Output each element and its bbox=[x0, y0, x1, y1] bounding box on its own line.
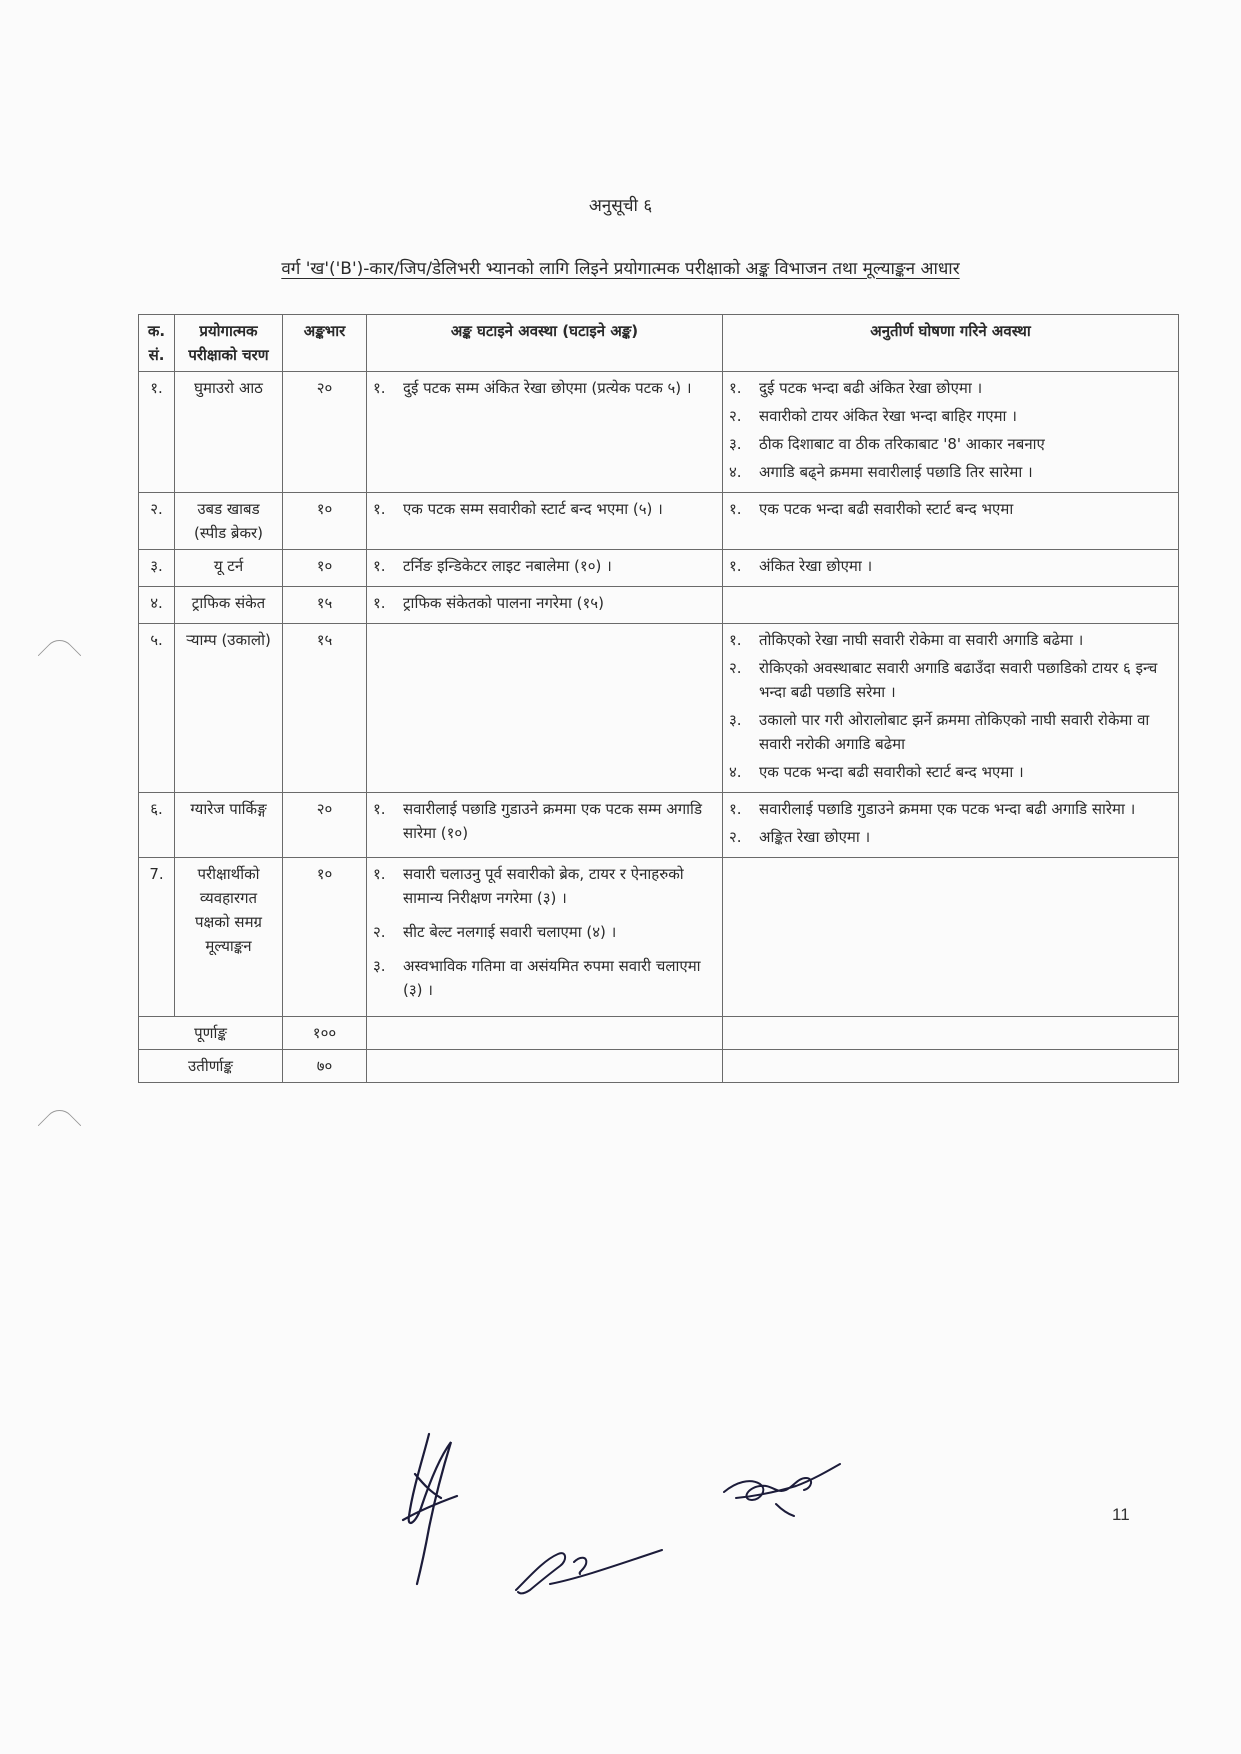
row-fail-conditions bbox=[723, 858, 1179, 1017]
item-text: रोकिएको अवस्थाबाट सवारी अगाडि बढाउँदा सवारी पछाडिको टायर ६ इन्च भन्दा बढी पछाडि सरेमा । bbox=[759, 659, 1158, 701]
row-fail-conditions-list bbox=[729, 376, 1172, 484]
row-fail-conditions bbox=[723, 793, 1179, 858]
list-item bbox=[373, 376, 716, 400]
evaluation-table bbox=[138, 314, 1179, 1083]
item-text: सवारी चलाउनु पूर्व सवारीको ब्रेक, टायर र ऐनाहरुको सामान्य निरीक्षण नगरेमा (३) । bbox=[403, 865, 684, 907]
item-number: २. bbox=[729, 659, 742, 677]
list-item bbox=[729, 708, 1172, 756]
item-text: ठीक दिशाबाट वा ठीक तरिकाबाट '8' आकार नबनाए bbox=[759, 435, 1045, 453]
table-body bbox=[139, 372, 1179, 1017]
row-fail-conditions-list bbox=[729, 554, 1172, 578]
item-text: ट्राफिक संकेतको पालना नगरेमा (१५) bbox=[403, 594, 604, 612]
item-number: १. bbox=[373, 500, 386, 518]
list-item bbox=[729, 460, 1172, 484]
item-number: १. bbox=[373, 379, 386, 397]
row-stage: ट्राफिक संकेत bbox=[175, 587, 283, 624]
page-heading: अनुसूची ६ bbox=[588, 196, 653, 216]
row-deductions bbox=[367, 372, 723, 493]
item-text: दुई पटक सम्म अंकित रेखा छोएमा (प्रत्येक पटक ५) । bbox=[403, 379, 692, 397]
row-deductions-list bbox=[373, 862, 716, 1002]
item-text: सवारीलाई पछाडि गुडाउने क्रममा एक पटक सम्म अगाडि सारेमा (१०) bbox=[403, 800, 702, 842]
item-text: एक पटक भन्दा बढी सवारीको स्टार्ट बन्द भएमा । bbox=[759, 763, 1024, 781]
item-number: २. bbox=[729, 828, 742, 846]
item-number: २. bbox=[373, 923, 386, 941]
item-number: १. bbox=[373, 594, 386, 612]
signature-2 bbox=[510, 1520, 670, 1600]
row-serial: ३. bbox=[139, 550, 175, 587]
item-text: अगाडि बढ्ने क्रममा सवारीलाई पछाडि तिर सारेमा । bbox=[759, 463, 1033, 481]
pass-empty-cell bbox=[367, 1050, 723, 1083]
table-row bbox=[139, 587, 1179, 624]
list-item bbox=[729, 797, 1172, 821]
list-item bbox=[729, 404, 1172, 428]
item-number: १. bbox=[373, 557, 386, 575]
total-row bbox=[139, 1017, 1179, 1050]
row-deductions-list bbox=[373, 797, 716, 845]
row-weight: २० bbox=[283, 793, 367, 858]
row-weight: १० bbox=[283, 493, 367, 550]
item-number: १. bbox=[729, 500, 742, 518]
item-number: १. bbox=[729, 631, 742, 649]
page-subtitle: वर्ग 'ख'('B')-कार/जिप/डेलिभरी भ्यानको लागि लिइने प्रयोगात्मक परीक्षाको अङ्क विभाजन तथा मूल्याङ्कन आधार bbox=[281, 259, 960, 279]
pass-empty-cell bbox=[723, 1050, 1179, 1083]
row-stage: यू टर्न bbox=[175, 550, 283, 587]
row-deductions bbox=[367, 624, 723, 793]
row-fail-conditions bbox=[723, 372, 1179, 493]
list-item bbox=[729, 554, 1172, 578]
header-stage: प्रयोगात्मक परीक्षाको चरण bbox=[175, 315, 283, 372]
row-fail-conditions-list bbox=[729, 628, 1172, 784]
total-empty-cell bbox=[367, 1017, 723, 1050]
row-serial: २. bbox=[139, 493, 175, 550]
item-number: ४. bbox=[729, 463, 742, 481]
table-row bbox=[139, 372, 1179, 493]
row-stage: उबड खाबड (स्पीड ब्रेकर) bbox=[175, 493, 283, 550]
list-item bbox=[729, 656, 1172, 704]
row-weight: २० bbox=[283, 372, 367, 493]
item-number: ३. bbox=[729, 435, 742, 453]
total-value: १०० bbox=[283, 1017, 367, 1050]
item-text: अंकित रेखा छोएमा । bbox=[759, 557, 873, 575]
item-text: अस्वभाविक गतिमा वा असंयमित रुपमा सवारी चलाएमा (३) । bbox=[403, 957, 701, 999]
item-number: ४. bbox=[729, 763, 742, 781]
row-deductions-list bbox=[373, 591, 716, 615]
item-number: १. bbox=[373, 865, 386, 883]
list-item bbox=[373, 797, 716, 845]
item-number: १. bbox=[729, 800, 742, 818]
row-stage: ग्यारेज पार्किङ्ग bbox=[175, 793, 283, 858]
list-item bbox=[729, 376, 1172, 400]
list-item bbox=[729, 497, 1172, 521]
item-text: सवारीको टायर अंकित रेखा भन्दा बाहिर गएमा । bbox=[759, 407, 1017, 425]
table-header-row bbox=[139, 315, 1179, 372]
item-number: ३. bbox=[373, 957, 386, 975]
row-stage: घुमाउरो आठ bbox=[175, 372, 283, 493]
list-item bbox=[373, 591, 716, 615]
signature-1 bbox=[395, 1428, 465, 1588]
row-weight: १५ bbox=[283, 587, 367, 624]
row-fail-conditions-list bbox=[729, 497, 1172, 521]
row-serial: ४. bbox=[139, 587, 175, 624]
row-deductions bbox=[367, 493, 723, 550]
list-item bbox=[729, 825, 1172, 849]
item-number: २. bbox=[729, 407, 742, 425]
pass-value: ७० bbox=[283, 1050, 367, 1083]
header-deduction: अङ्क घटाइने अवस्था (घटाइने अङ्क) bbox=[367, 315, 723, 372]
row-deductions bbox=[367, 550, 723, 587]
table-row bbox=[139, 793, 1179, 858]
row-fail-conditions bbox=[723, 587, 1179, 624]
pass-label: उतीर्णाङ्क bbox=[139, 1050, 283, 1083]
item-text: टर्निङ इन्डिकेटर लाइट नबालेमा (१०) । bbox=[403, 557, 612, 575]
item-text: अङ्कित रेखा छोएमा । bbox=[759, 828, 871, 846]
total-empty-cell bbox=[723, 1017, 1179, 1050]
total-label: पूर्णाङ्क bbox=[139, 1017, 283, 1050]
row-stage: परीक्षार्थीको व्यवहारगत पक्षको समग्र मूल्याङ्कन bbox=[175, 858, 283, 1017]
row-deductions bbox=[367, 858, 723, 1017]
item-text: दुई पटक भन्दा बढी अंकित रेखा छोएमा । bbox=[759, 379, 983, 397]
row-deductions bbox=[367, 793, 723, 858]
item-text: तोकिएको रेखा नाघी सवारी रोकेमा वा सवारी अगाडि बढेमा । bbox=[759, 631, 1084, 649]
row-serial: ६. bbox=[139, 793, 175, 858]
row-deductions-list bbox=[373, 376, 716, 400]
item-number: १. bbox=[373, 800, 386, 818]
row-deductions-list bbox=[373, 554, 716, 578]
row-fail-conditions-list bbox=[729, 797, 1172, 849]
header-serial: क. सं. bbox=[139, 315, 175, 372]
list-item bbox=[373, 954, 716, 1002]
item-text: सवारीलाई पछाडि गुडाउने क्रममा एक पटक भन्दा बढी अगाडि सारेमा । bbox=[759, 800, 1136, 818]
row-weight: १५ bbox=[283, 624, 367, 793]
punch-hole bbox=[38, 1104, 82, 1148]
row-serial: १. bbox=[139, 372, 175, 493]
item-text: उकालो पार गरी ओरालोबाट झर्ने क्रममा तोकिएको नाघी सवारी रोकेमा वा सवारी नरोकी अगाडि बढेमा bbox=[759, 711, 1150, 753]
item-text: सीट बेल्ट नलगाई सवारी चलाएमा (४) । bbox=[403, 923, 617, 941]
item-text: एक पटक सम्म सवारीको स्टार्ट बन्द भएमा (५) । bbox=[403, 500, 663, 518]
table-row bbox=[139, 550, 1179, 587]
list-item bbox=[373, 862, 716, 910]
table-row bbox=[139, 858, 1179, 1017]
item-number: १. bbox=[729, 379, 742, 397]
item-number: १. bbox=[729, 557, 742, 575]
row-serial: ५. bbox=[139, 624, 175, 793]
row-fail-conditions bbox=[723, 624, 1179, 793]
punch-hole bbox=[38, 634, 82, 678]
header-weight: अङ्कभार bbox=[283, 315, 367, 372]
page-number: 11 bbox=[1112, 1505, 1130, 1524]
row-deductions-list bbox=[373, 497, 716, 521]
row-deductions bbox=[367, 587, 723, 624]
row-serial: 7. bbox=[139, 858, 175, 1017]
row-weight: १० bbox=[283, 858, 367, 1017]
list-item bbox=[373, 554, 716, 578]
pass-row bbox=[139, 1050, 1179, 1083]
row-fail-conditions bbox=[723, 493, 1179, 550]
signature-3 bbox=[716, 1448, 846, 1528]
list-item bbox=[373, 497, 716, 521]
row-stage: र्‍याम्प (उकालो) bbox=[175, 624, 283, 793]
list-item bbox=[373, 920, 716, 944]
list-item bbox=[729, 628, 1172, 652]
table-row bbox=[139, 624, 1179, 793]
item-text: एक पटक भन्दा बढी सवारीको स्टार्ट बन्द भएमा bbox=[759, 500, 1014, 518]
row-weight: १० bbox=[283, 550, 367, 587]
table-row bbox=[139, 493, 1179, 550]
list-item bbox=[729, 432, 1172, 456]
item-number: ३. bbox=[729, 711, 742, 729]
header-fail-condition: अनुतीर्ण घोषणा गरिने अवस्था bbox=[723, 315, 1179, 372]
list-item bbox=[729, 760, 1172, 784]
row-fail-conditions bbox=[723, 550, 1179, 587]
